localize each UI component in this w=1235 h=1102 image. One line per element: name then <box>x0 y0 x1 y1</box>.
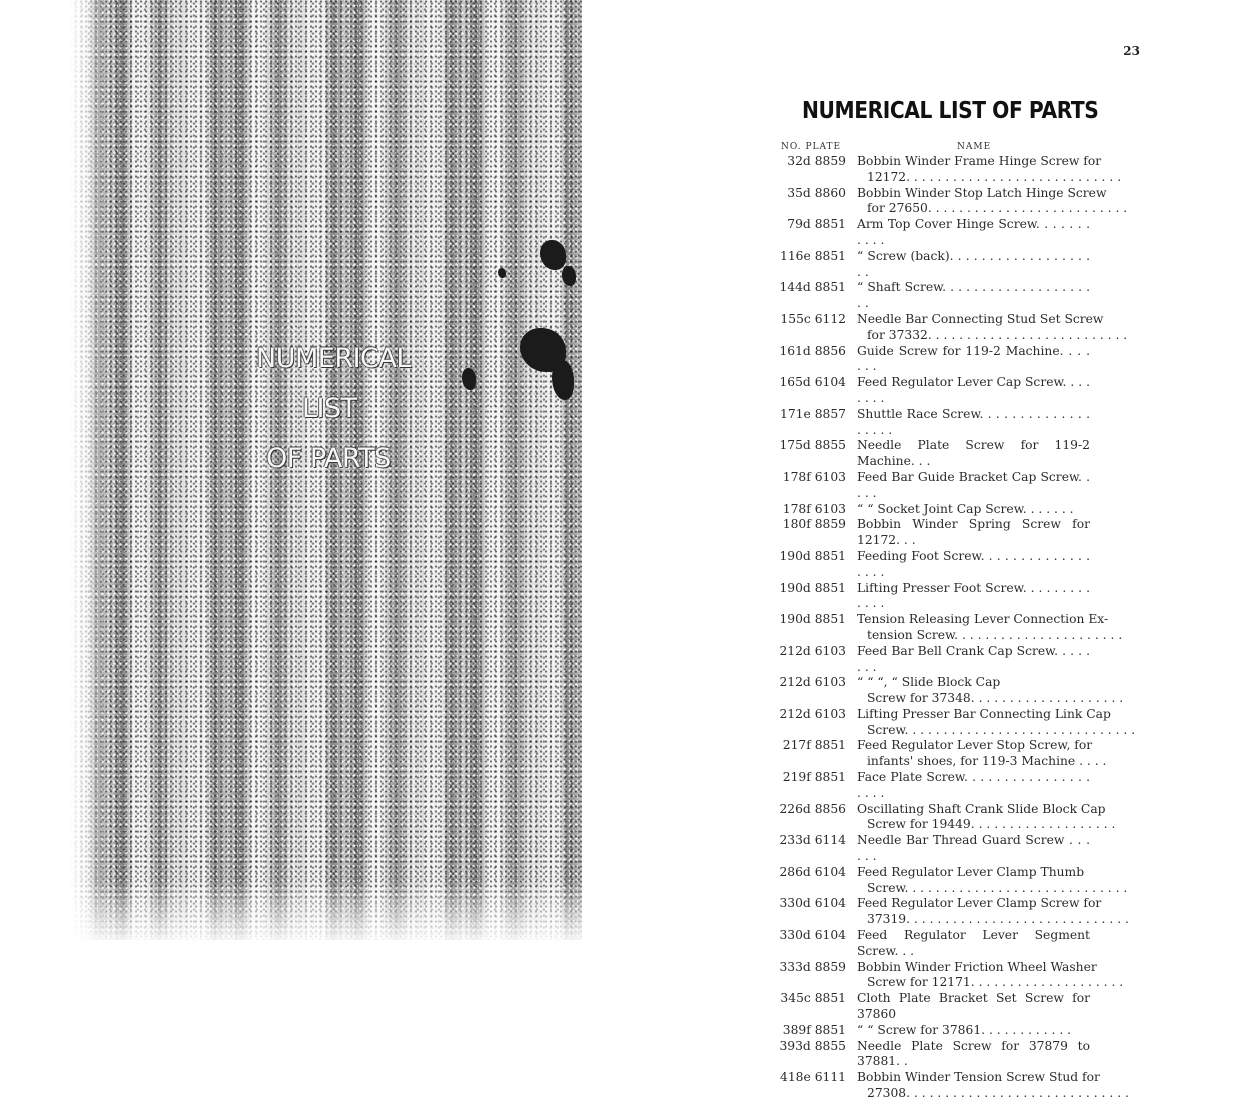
cover-ink-blot <box>498 268 506 278</box>
part-name: Feed Regulator Lever Clamp Screw for <box>857 896 1102 911</box>
plate-number: 8860 <box>814 185 846 200</box>
part-number: 217f <box>782 738 811 753</box>
part-name-continuation: tension Screw. . . . . . . . . . . . . . . . . . . . . . <box>867 627 1123 642</box>
part-description <box>857 1039 1100 1071</box>
page-number: 23 <box>1123 44 1140 58</box>
part-name: “ “ “, “ Slide Block Cap <box>857 675 1001 690</box>
cover-title-line: NUMERICAL <box>256 343 411 374</box>
part-row <box>760 991 1100 1023</box>
part-number-plate <box>760 675 857 707</box>
part-name-continuation: 27308. . . . . . . . . . . . . . . . . . . . . . . . . . . . . <box>867 1086 1129 1101</box>
part-row <box>760 706 1136 739</box>
part-name-continuation: 37319. . . . . . . . . . . . . . . . . . . . . . . . . . . . . <box>867 912 1129 927</box>
part-name: Feeding Foot Screw. . . . . . . . . . . . . . . . . . <box>857 548 1090 579</box>
part-name: “ Screw (back). . . . . . . . . . . . . . . . . . . . <box>857 248 1090 279</box>
part-row <box>760 407 1100 439</box>
part-row <box>760 549 1100 581</box>
part-row <box>760 864 1128 897</box>
plate-number: 8851 <box>814 612 846 627</box>
part-description <box>857 549 1100 581</box>
part-number: 212d <box>779 675 811 690</box>
part-row <box>760 581 1100 613</box>
part-row <box>760 1023 1100 1039</box>
part-number-plate <box>760 865 857 897</box>
part-name: Feed Regulator Lever Clamp Thumb <box>857 864 1085 879</box>
part-name: Shuttle Race Screw. . . . . . . . . . . . . . . . . . . <box>857 406 1090 437</box>
plate-number: 6104 <box>814 375 846 390</box>
part-row <box>760 738 1107 770</box>
part-number-plate <box>760 312 857 344</box>
plate-number: 8855 <box>814 438 846 453</box>
part-number-plate <box>760 249 857 281</box>
part-number: 35d <box>787 185 811 200</box>
part-description <box>857 896 1139 928</box>
part-row <box>760 517 1100 549</box>
plate-number: 6103 <box>814 643 846 658</box>
plate-number: 8857 <box>814 406 846 421</box>
plate-number: 8851 <box>814 580 846 595</box>
part-number-plate <box>760 644 857 676</box>
part-name-continuation: 12172. . . . . . . . . . . . . . . . . . . . . . . . . . . . <box>867 169 1122 184</box>
part-name-continuation: Screw for 37348. . . . . . . . . . . . . . . . . . . . <box>867 691 1124 706</box>
part-number-plate <box>760 1023 857 1039</box>
part-name: Bobbin Winder Spring Screw for 12172. . . <box>857 517 1090 548</box>
part-row <box>760 249 1100 281</box>
plate-number: 8851 <box>814 770 846 785</box>
plate-number: 8851 <box>814 280 846 295</box>
part-row <box>760 959 1124 992</box>
part-description <box>857 217 1100 249</box>
part-row <box>760 770 1100 802</box>
part-number: 171e <box>780 406 811 421</box>
column-header-name: NAME <box>957 142 992 152</box>
part-description <box>857 770 1100 802</box>
part-row <box>760 1039 1100 1071</box>
part-number: 175d <box>779 438 811 453</box>
part-description <box>857 1023 1100 1039</box>
plate-number: 6114 <box>814 833 846 848</box>
part-name: Feed Bar Guide Bracket Cap Screw. . . . . <box>857 469 1090 500</box>
part-name: “ “ Socket Joint Cap Screw. . . . . . . <box>857 501 1074 516</box>
part-row <box>760 801 1116 834</box>
part-name: Feed Regulator Lever Stop Screw, for <box>857 738 1093 753</box>
part-description <box>857 470 1100 502</box>
part-description <box>857 991 1100 1023</box>
part-row <box>760 675 1124 707</box>
part-description <box>857 833 1100 865</box>
column-header-no-plate: NO. PLATE <box>781 142 842 152</box>
plate-number: 6103 <box>814 675 846 690</box>
part-number: 190d <box>779 612 811 627</box>
part-name: Needle Bar Thread Guard Screw . . . . . . <box>857 833 1090 864</box>
part-name-continuation: Screw. . . . . . . . . . . . . . . . . . . . . . . . . . . . . <box>867 880 1128 895</box>
plate-number: 8851 <box>814 991 846 1006</box>
part-number: 79d <box>787 217 811 232</box>
part-number-plate <box>760 770 857 802</box>
plate-number: 6103 <box>814 706 846 721</box>
part-description <box>857 644 1100 676</box>
part-name-continuation: infants' shoes, for 119-3 Machine . . . . <box>867 754 1107 769</box>
part-number-plate <box>760 517 857 549</box>
part-number: 286d <box>779 864 811 879</box>
plate-number: 8859 <box>814 154 846 168</box>
part-description <box>857 675 1133 707</box>
part-number: 219f <box>782 770 811 785</box>
part-name: Needle Plate Screw for 37879 to 37881. . <box>857 1038 1090 1069</box>
part-row <box>760 280 1100 312</box>
part-name-continuation: Screw. . . . . . . . . . . . . . . . . . . . . . . . . . . . . . <box>867 722 1136 737</box>
plate-number: 6104 <box>814 896 846 911</box>
part-number-plate <box>760 502 857 518</box>
part-name: Cloth Plate Bracket Set Screw for 37860 <box>857 991 1090 1022</box>
cover-ink-blot <box>562 266 576 286</box>
plate-number: 8851 <box>814 1022 846 1037</box>
plate-number: 8851 <box>814 217 846 232</box>
part-row <box>760 311 1128 344</box>
part-name: “ “ Screw for 37861. . . . . . . . . . . . <box>857 1022 1072 1037</box>
part-description <box>857 407 1100 439</box>
part-description <box>857 612 1132 644</box>
part-number-plate <box>760 833 857 865</box>
part-number: 233d <box>779 833 811 848</box>
part-row <box>760 896 1129 928</box>
part-number: 389f <box>782 1022 811 1037</box>
part-number-plate <box>760 1070 857 1102</box>
part-row <box>760 502 1100 518</box>
part-description <box>857 154 1131 186</box>
part-number: 165d <box>779 375 811 390</box>
part-row <box>760 217 1100 249</box>
part-description <box>857 1070 1139 1102</box>
part-number: 190d <box>779 580 811 595</box>
part-name: Feed Regulator Lever Segment Screw. . . <box>857 928 1090 958</box>
part-row <box>760 438 1100 470</box>
part-row <box>760 470 1100 502</box>
part-number: 330d <box>779 928 811 943</box>
part-name: Tension Releasing Lever Connection Ex- <box>857 612 1109 627</box>
part-number-plate <box>760 707 857 739</box>
part-number: 32d <box>787 154 811 168</box>
part-number: 155c <box>780 311 811 326</box>
plate-number: 8851 <box>814 248 846 263</box>
part-description <box>857 344 1100 376</box>
plate-number: 8859 <box>814 517 846 532</box>
part-name: Oscillating Shaft Crank Slide Block Cap <box>857 801 1106 816</box>
part-name: Bobbin Winder Stop Latch Hinge Screw <box>857 185 1107 200</box>
part-number: 180f <box>782 517 811 532</box>
part-row <box>760 644 1100 676</box>
part-number: 393d <box>779 1038 811 1053</box>
plate-number: 8859 <box>814 959 846 974</box>
part-description <box>857 517 1100 549</box>
part-description <box>857 802 1125 834</box>
part-description <box>857 186 1137 218</box>
part-row <box>760 185 1128 218</box>
part-number-plate <box>760 217 857 249</box>
part-number: 178f <box>782 469 811 484</box>
part-name: Guide Screw for 119-2 Machine. . . . . . . <box>857 343 1090 374</box>
part-number: 212d <box>779 706 811 721</box>
part-row <box>760 928 1100 960</box>
part-number-plate <box>760 344 857 376</box>
part-row <box>760 344 1100 376</box>
cover-ink-blot <box>462 368 476 390</box>
part-number-plate <box>760 612 857 644</box>
part-name-continuation: for 27650. . . . . . . . . . . . . . . . . . . . . . . . . . <box>867 201 1128 216</box>
part-description <box>857 312 1137 344</box>
plate-number: 6104 <box>814 928 846 943</box>
part-name: Bobbin Winder Friction Wheel Washer <box>857 959 1097 974</box>
part-number: 330d <box>779 896 811 911</box>
part-name: Needle Plate Screw for 119-2 Machine. . . <box>857 438 1090 469</box>
part-number-plate <box>760 470 857 502</box>
part-description <box>857 738 1116 770</box>
part-number-plate <box>760 738 857 770</box>
part-number: 418e <box>780 1070 811 1085</box>
part-number: 345c <box>780 991 811 1006</box>
part-number-plate <box>760 960 857 992</box>
part-number-plate <box>760 991 857 1023</box>
part-name: Bobbin Winder Frame Hinge Screw for <box>857 154 1102 168</box>
part-number-plate <box>760 154 857 186</box>
part-description <box>857 928 1100 960</box>
part-number: 226d <box>779 801 811 816</box>
part-description <box>857 502 1100 518</box>
cover-ink-blot <box>552 360 574 400</box>
plate-number: 8851 <box>814 738 846 753</box>
part-description <box>857 960 1133 992</box>
part-number-plate <box>760 375 857 407</box>
part-name-continuation: Screw for 19449. . . . . . . . . . . . . . . . . . . <box>867 817 1116 832</box>
part-description <box>857 438 1100 470</box>
part-name: “ Shaft Screw. . . . . . . . . . . . . . . . . . . . . <box>857 280 1090 311</box>
cover-title-line: LIST <box>302 393 357 424</box>
page-title: NUMERICAL LIST OF PARTS <box>802 98 1099 124</box>
cover-title-line: OF PARTS <box>266 443 391 474</box>
part-name: Feed Regulator Lever Cap Screw. . . . . . . . <box>857 375 1090 405</box>
part-description <box>857 581 1100 613</box>
part-description <box>857 249 1100 281</box>
cover-title <box>248 334 418 484</box>
part-name: Lifting Presser Foot Screw. . . . . . . . . . . . . <box>857 580 1090 611</box>
plate-number: 6103 <box>814 501 846 516</box>
parts-list <box>760 154 1136 1102</box>
part-description <box>857 375 1100 407</box>
part-number: 116e <box>780 248 811 263</box>
plate-number: 6112 <box>814 311 846 326</box>
cover-ink-blot <box>540 240 566 270</box>
part-description <box>857 865 1137 897</box>
part-number-plate <box>760 407 857 439</box>
part-description <box>857 280 1100 312</box>
part-row <box>760 833 1100 865</box>
part-description <box>857 707 1145 739</box>
part-row <box>760 612 1123 644</box>
plate-number: 8851 <box>814 548 846 563</box>
part-number-plate <box>760 1039 857 1071</box>
part-number-plate <box>760 438 857 470</box>
plate-number: 8856 <box>814 343 846 358</box>
part-name-continuation: Screw for 12171. . . . . . . . . . . . . . . . . . . . <box>867 975 1124 990</box>
part-number-plate <box>760 802 857 834</box>
part-name: Feed Bar Bell Crank Cap Screw. . . . . . . . <box>857 643 1090 674</box>
part-number: 144d <box>779 280 811 295</box>
plate-number: 6103 <box>814 469 846 484</box>
part-number: 333d <box>779 959 811 974</box>
plate-number: 6111 <box>814 1070 846 1085</box>
part-name: Bobbin Winder Tension Screw Stud for <box>857 1070 1100 1085</box>
part-name: Arm Top Cover Hinge Screw. . . . . . . . . . . <box>857 217 1090 247</box>
part-row <box>760 1070 1129 1102</box>
part-row <box>760 154 1122 186</box>
part-number-plate <box>760 186 857 218</box>
part-name: Face Plate Screw. . . . . . . . . . . . . . . . . . . . <box>857 770 1090 800</box>
part-number: 190d <box>779 548 811 563</box>
part-number-plate <box>760 549 857 581</box>
part-number-plate <box>760 896 857 928</box>
part-number: 161d <box>779 343 811 358</box>
part-number-plate <box>760 280 857 312</box>
part-name: Lifting Presser Bar Connecting Link Cap <box>857 706 1111 721</box>
part-row <box>760 375 1100 407</box>
part-name-continuation: for 37332. . . . . . . . . . . . . . . . . . . . . . . . . . <box>867 327 1128 342</box>
part-name: Needle Bar Connecting Stud Set Screw <box>857 311 1104 326</box>
plate-number: 8855 <box>814 1038 846 1053</box>
part-number: 178f <box>782 501 811 516</box>
cover-bottom-fade <box>70 880 582 940</box>
plate-number: 6104 <box>814 864 846 879</box>
part-number-plate <box>760 581 857 613</box>
plate-number: 8856 <box>814 801 846 816</box>
part-number: 212d <box>779 643 811 658</box>
part-number-plate <box>760 928 857 960</box>
